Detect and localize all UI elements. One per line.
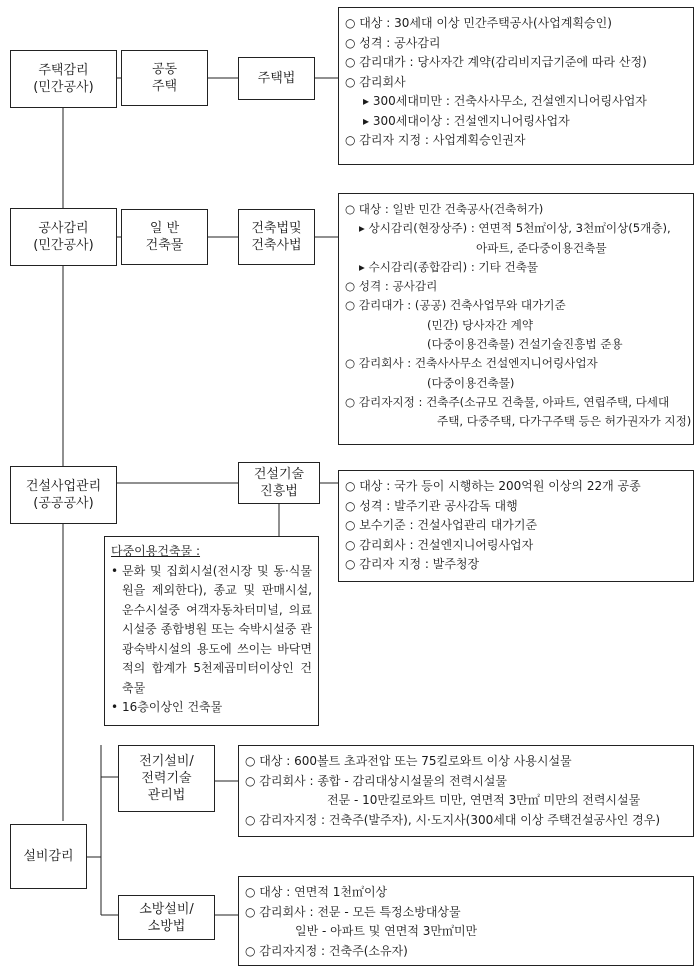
node-label: 일 반: [149, 221, 180, 236]
node-general-building: [121, 209, 208, 265]
node-label: 주택: [151, 79, 178, 94]
node-fire-act: [118, 895, 215, 940]
node-label: 진흥법: [260, 484, 298, 499]
bullet-icon: •: [111, 700, 119, 714]
note-item-text: 문화 및 집회시설(전시장 및 동·식물원을 제외한다), 종교 및 판매시설, 운수시설중 여객자동차터미널, 의료시설중 종합병원 또는 숙박시설중 관광숙박시설의 용도에 쓰이는 바닥면적의 합계가 5천제곱미터이상인 건축물: [122, 563, 312, 695]
detail-fire: [238, 876, 694, 966]
node-label: 설비감리: [23, 849, 74, 864]
node-label: (민간공사): [33, 238, 94, 253]
node-label: 건설기술: [253, 467, 305, 482]
detail-line: ▸ 300세대미만 : 건축사사무소, 건설엔지니어링사업자: [363, 94, 647, 108]
detail-line: 일반 - 아파트 및 연면적 3만㎡미만: [295, 924, 478, 938]
detail-line: (민간) 당사자간 계약: [427, 317, 534, 332]
node-label: 주택감리: [38, 63, 89, 78]
node-label: 전기설비/: [139, 754, 194, 769]
node-label: 공동: [151, 62, 178, 77]
node-label: 건축사법: [251, 238, 302, 253]
detail-line: (다중이용건축물) 건설기술진흥법 준용: [427, 337, 623, 352]
note-item: [111, 698, 312, 718]
detail-line: ○ 대상 : 일반 민간 건축공사(건축허가): [345, 202, 544, 216]
detail-public: [338, 470, 694, 582]
detail-line: (다중이용건축물): [427, 375, 515, 390]
detail-line: ○ 감리회사 : 건축사사무소 건설엔지니어링사업자: [345, 356, 598, 371]
detail-line: ▸ 수시감리(종합감리) : 기타 건축물: [359, 259, 539, 274]
detail-line: 전문 - 10만킬로와트 미만, 연면적 3만㎡ 미만의 전력시설물: [327, 793, 641, 807]
detail-line: ○ 보수기준 : 건설사업관리 대가기준: [345, 518, 538, 532]
detail-line: 주택, 다중주택, 다가구주택 등은 허가권자가 지정): [437, 414, 692, 429]
detail-line: ○ 감리자지정 : 건축주(소규모 건축물, 아파트, 연립주택, 다세대: [345, 394, 670, 409]
detail-building: [338, 193, 694, 445]
detail-line: ○ 성격 : 발주기관 공사감독 대행: [345, 498, 518, 513]
detail-line: ○ 감리자지정 : 건축주(발주자), 시·도지사(300세대 이상 주택건설공사인 경우): [245, 812, 661, 827]
node-label: 건축법및: [251, 221, 302, 236]
note-item-text: 16층이상인 건축물: [122, 700, 223, 714]
node-label: 전력기술: [141, 771, 192, 786]
bullet-icon: •: [111, 563, 119, 578]
node-label: (민간공사): [33, 80, 94, 95]
node-label: 건축물: [145, 238, 184, 253]
node-label: (공공공사): [33, 496, 94, 511]
node-label: 소방설비/: [139, 901, 194, 917]
detail-line: ○ 대상 : 30세대 이상 민간주택공사(사업계획승인): [345, 16, 612, 30]
note-title: 다중이용건축물 :: [111, 544, 201, 558]
detail-line: ○ 대상 : 국가 등이 시행하는 200억원 이상의 22개 공종: [345, 479, 641, 493]
detail-line: ○ 감리자지정 : 건축주(소유자): [245, 943, 408, 958]
detail-line: ○ 대상 : 연면적 1천㎡이상: [245, 885, 388, 899]
note-item: [111, 562, 312, 699]
detail-line: ○ 감리회사 : 전문 - 모든 특정소방대상물: [245, 904, 461, 919]
node-label: 공사감리: [38, 221, 89, 236]
detail-line: 아파트, 준다중이용건축물: [476, 240, 607, 255]
node-construction-project-mgmt: [10, 466, 117, 524]
node-electrical-act: [118, 745, 215, 812]
node-label: 주택법: [257, 71, 296, 86]
node-housing-act: [238, 57, 315, 100]
node-label: 소방법: [147, 918, 186, 934]
detail-line: ○ 감리대가 : 당사자간 계약(감리비지급기준에 따라 산정): [345, 55, 647, 69]
node-label: 관리법: [147, 788, 186, 803]
node-construction-tech-act: [238, 462, 320, 504]
detail-line: ○ 감리회사 : 종합 - 감리대상시설물의 전력시설물: [245, 773, 507, 788]
detail-line: ○ 감리대가 : (공공) 건축사업무와 대가기준: [345, 298, 566, 313]
detail-line: ○ 감리자 지정 : 발주청장: [345, 557, 480, 571]
detail-electrical: [238, 745, 694, 837]
node-building-act: [238, 209, 315, 265]
node-housing-supervision: [10, 50, 117, 108]
detail-line: ○ 감리자 지정 : 사업계획승인권자: [345, 133, 526, 147]
node-facility-supervision: [10, 824, 87, 889]
detail-line: ○ 감리회사: [345, 74, 406, 89]
detail-line: ○ 대상 : 600볼트 초과전압 또는 75킬로와트 이상 사용시설물: [245, 754, 572, 768]
detail-line: ○ 성격 : 공사감리: [345, 279, 438, 294]
detail-line: ○ 감리회사 : 건설엔지니어링사업자: [345, 537, 534, 552]
node-apartment-housing: [121, 50, 208, 106]
node-construction-supervision: [10, 208, 117, 266]
detail-line: ▸ 상시감리(현장상주) : 연면적 5천㎡이상, 3천㎡이상(5개층),: [359, 221, 671, 236]
detail-line: ▸ 300세대이상 : 건설엔지니어링사업자: [363, 113, 570, 128]
note-multi-use-buildings: [104, 536, 319, 726]
node-label: 건설사업관리: [25, 479, 102, 494]
detail-line: ○ 성격 : 공사감리: [345, 35, 441, 50]
detail-housing: [338, 7, 694, 165]
